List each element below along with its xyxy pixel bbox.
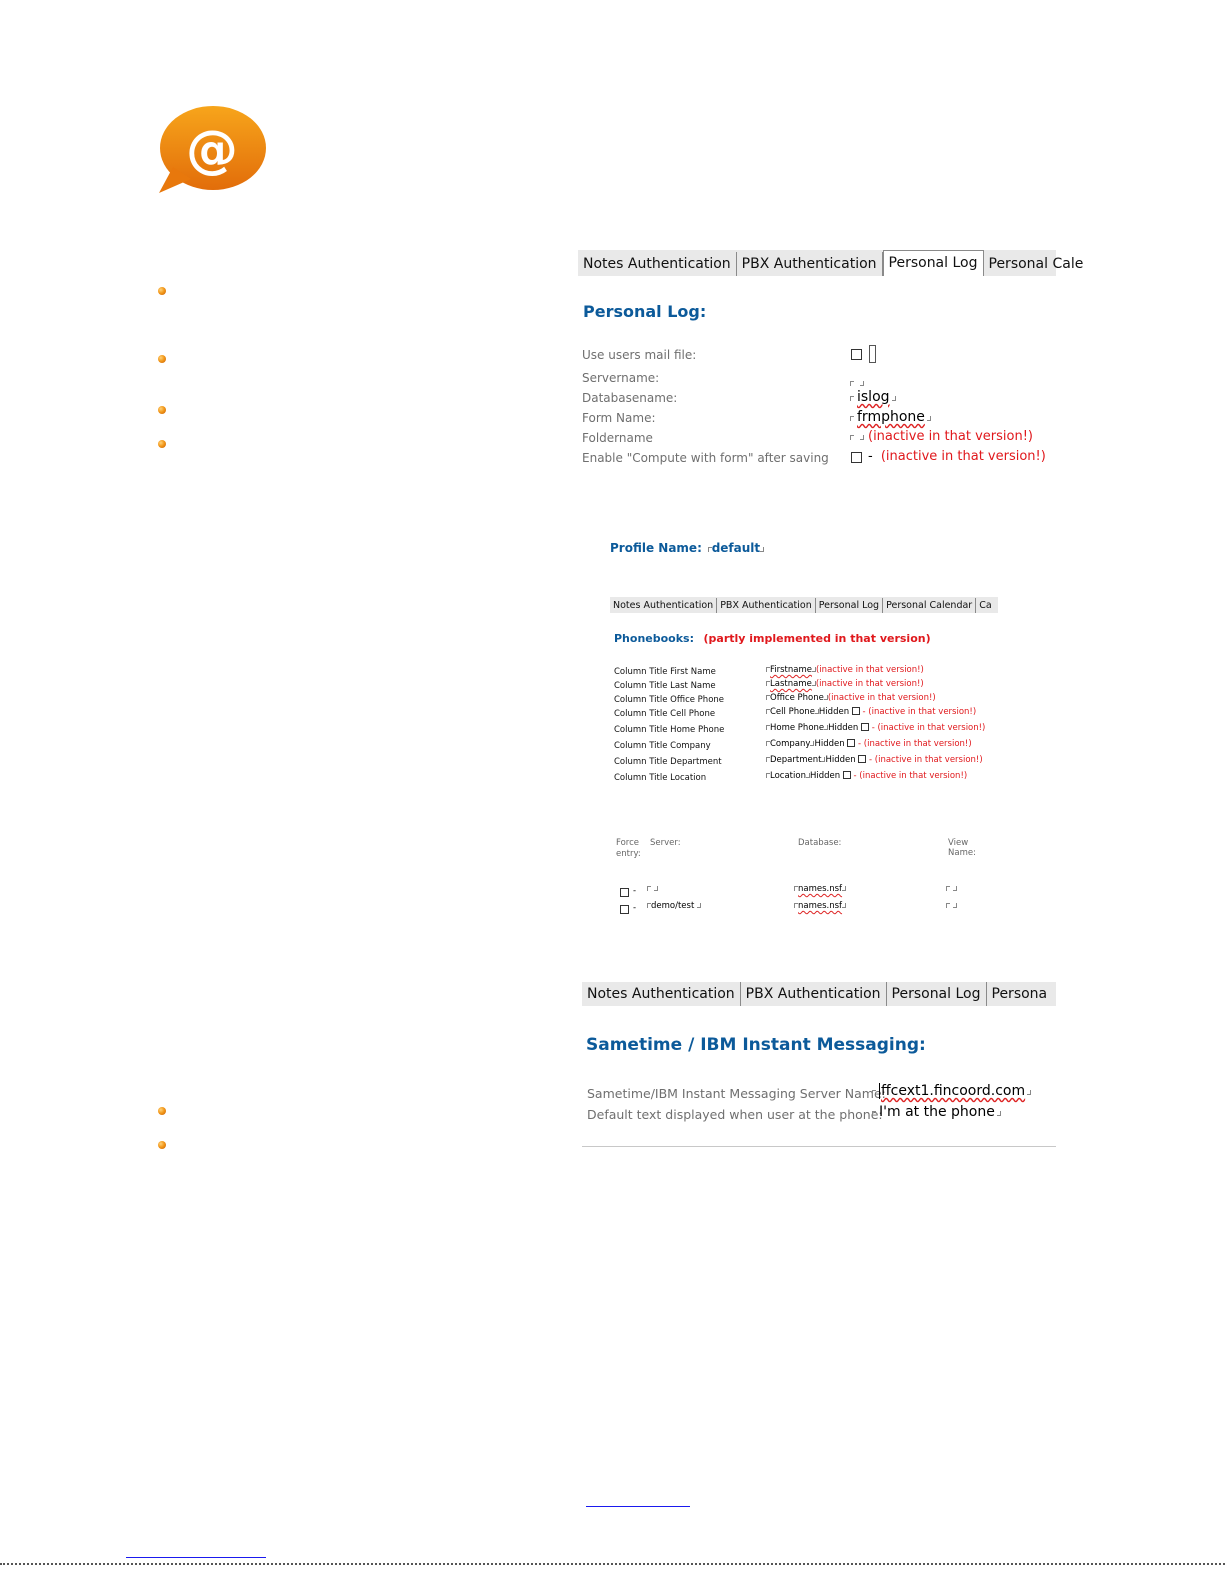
profile-value: default bbox=[711, 541, 761, 555]
section-heading: Phonebooks: bbox=[614, 632, 694, 645]
tab-strip bbox=[578, 250, 1084, 276]
tab-notes-authentication[interactable]: Notes Authentication bbox=[610, 598, 717, 613]
hidden-label: Hidden bbox=[825, 755, 856, 765]
inactive-note: - (inactive in that version!) bbox=[869, 755, 983, 765]
tab-personal-log[interactable]: Personal Log bbox=[887, 982, 987, 1006]
tab-personal-log[interactable]: Personal Log bbox=[883, 250, 984, 276]
column-title-label: Column Title Last Name bbox=[614, 681, 716, 691]
tab-pbx-authentication[interactable]: PBX Authentication bbox=[737, 252, 883, 276]
field-label: Databasename: bbox=[582, 391, 678, 405]
inactive-note: (inactive in that version!) bbox=[815, 679, 924, 689]
sametime-screenshot bbox=[582, 982, 1056, 1147]
foldername-field[interactable] bbox=[850, 429, 1033, 444]
field-label: Foldername bbox=[582, 431, 653, 445]
tab-notes-authentication[interactable]: Notes Authentication bbox=[582, 982, 741, 1006]
field-value: islog bbox=[857, 389, 890, 405]
tab-notes-authentication[interactable]: Notes Authentication bbox=[578, 252, 737, 276]
dash: - bbox=[633, 903, 637, 913]
field-label: Servername: bbox=[582, 371, 660, 385]
field-label: Default text displayed when user at the phone: bbox=[587, 1107, 883, 1122]
column-title-field[interactable] bbox=[766, 755, 983, 765]
database-header: Database: bbox=[798, 838, 842, 848]
section-heading: Sametime / IBM Instant Messaging: bbox=[586, 1035, 926, 1055]
field-value: I'm at the phone bbox=[879, 1104, 995, 1120]
field-marker bbox=[869, 345, 876, 363]
field-value: Company bbox=[770, 739, 811, 749]
field-value: names.nsf bbox=[798, 884, 843, 894]
profile-name bbox=[610, 541, 764, 555]
inactive-note: (inactive in that version!) bbox=[827, 693, 936, 703]
field-value: Firstname bbox=[770, 665, 812, 675]
server-field[interactable] bbox=[647, 884, 658, 894]
column-title-field[interactable] bbox=[766, 723, 985, 733]
phonebooks-screenshot bbox=[610, 597, 998, 919]
view-name-field[interactable] bbox=[946, 901, 957, 911]
field-value: Office Phone bbox=[770, 693, 824, 703]
server-header: Server: bbox=[650, 838, 681, 848]
field-value: names.nsf bbox=[798, 901, 843, 911]
tab-strip bbox=[610, 597, 998, 613]
column-title-label: Column Title Location bbox=[614, 773, 707, 783]
field-label: Sametime/IBM Instant Messaging Server Name: bbox=[587, 1086, 886, 1101]
view-name-field[interactable] bbox=[946, 884, 957, 894]
svg-text:@: @ bbox=[186, 120, 238, 180]
tab-ca[interactable]: Ca bbox=[979, 600, 992, 611]
database-field[interactable] bbox=[794, 884, 846, 894]
bullet-icon bbox=[158, 287, 166, 295]
footer-rule bbox=[0, 1563, 1225, 1565]
form-name-field[interactable] bbox=[850, 409, 931, 425]
field-value: ffcext1.fincoord.com bbox=[881, 1083, 1026, 1099]
inactive-note: - (inactive in that version!) bbox=[862, 707, 977, 717]
column-title-field[interactable] bbox=[766, 665, 924, 675]
at-sign-logo bbox=[155, 105, 267, 197]
field-value: Location bbox=[770, 771, 806, 781]
hidden-label: Hidden bbox=[818, 707, 850, 717]
databasename-field[interactable] bbox=[850, 389, 896, 405]
hidden-label: Hidden bbox=[809, 771, 841, 781]
phonebooks-heading bbox=[614, 632, 931, 645]
field-value: Lastname bbox=[770, 679, 812, 689]
bullet-icon bbox=[158, 1141, 166, 1149]
inactive-note: - (inactive in that version!) bbox=[853, 771, 968, 781]
tab-personal[interactable]: Persona bbox=[991, 986, 1048, 1002]
column-title-label: Column Title First Name bbox=[614, 667, 716, 677]
section-heading: Personal Log: bbox=[583, 302, 707, 321]
page-link[interactable] bbox=[586, 1506, 690, 1507]
hidden-checkbox[interactable] bbox=[858, 755, 866, 763]
tab-pbx-authentication[interactable]: PBX Authentication bbox=[717, 598, 816, 613]
hidden-label: Hidden bbox=[828, 723, 859, 733]
bullet-icon bbox=[158, 355, 166, 363]
inactive-note: (inactive in that version!) bbox=[880, 449, 1046, 464]
force-entry-checkbox[interactable] bbox=[620, 905, 629, 914]
inactive-note: (inactive in that version!) bbox=[816, 665, 924, 675]
bullet-icon bbox=[158, 1107, 166, 1115]
tab-personal-log[interactable]: Personal Log bbox=[816, 598, 883, 613]
force-entry-checkbox[interactable] bbox=[620, 888, 629, 897]
field-value: Home Phone bbox=[770, 723, 825, 733]
field-label: Form Name: bbox=[582, 411, 656, 425]
column-title-field[interactable] bbox=[766, 693, 936, 703]
compute-with-form-checkbox[interactable] bbox=[851, 452, 862, 463]
column-title-label: Column Title Department bbox=[614, 757, 722, 767]
inactive-note: - (inactive in that version!) bbox=[858, 739, 972, 749]
field-value: frmphone bbox=[857, 409, 925, 425]
phonebook-entry-row bbox=[610, 903, 998, 917]
inactive-note: (inactive in that version!) bbox=[868, 429, 1033, 444]
column-title-label: Column Title Cell Phone bbox=[614, 709, 716, 719]
field-label: Enable "Compute with form" after saving bbox=[582, 451, 829, 465]
hidden-checkbox[interactable] bbox=[843, 771, 851, 779]
heading-note: (partly implemented in that version) bbox=[703, 632, 931, 645]
hidden-checkbox[interactable] bbox=[852, 707, 860, 715]
tab-strip bbox=[582, 982, 1056, 1006]
tab-personal-calendar[interactable]: Personal Cale bbox=[988, 256, 1084, 272]
column-title-field[interactable] bbox=[766, 707, 976, 717]
profile-label: Profile Name: bbox=[610, 541, 702, 555]
servername-field[interactable] bbox=[850, 371, 864, 390]
phonebook-entry-row bbox=[610, 886, 998, 900]
column-title-label: Column Title Company bbox=[614, 741, 711, 751]
dash: - bbox=[868, 449, 873, 464]
tab-personal-calendar[interactable]: Personal Calendar bbox=[883, 598, 976, 613]
column-title-field[interactable] bbox=[766, 771, 967, 781]
force-entry-header: Force entry: bbox=[616, 838, 641, 859]
column-title-field[interactable] bbox=[766, 679, 924, 689]
field-value: Cell Phone bbox=[770, 707, 815, 717]
field-value: Department bbox=[770, 755, 822, 765]
hidden-checkbox[interactable] bbox=[861, 723, 869, 731]
dash: - bbox=[633, 886, 637, 896]
view-name-header: View Name: bbox=[948, 838, 976, 858]
hidden-label: Hidden bbox=[814, 739, 845, 749]
tab-pbx-authentication[interactable]: PBX Authentication bbox=[741, 982, 887, 1006]
bullet-icon bbox=[158, 406, 166, 414]
bullet-icon bbox=[158, 440, 166, 448]
footer-link[interactable] bbox=[126, 1557, 266, 1558]
column-title-label: Column Title Home Phone bbox=[614, 725, 725, 735]
use-mail-file-checkbox[interactable] bbox=[851, 349, 862, 360]
column-title-label: Column Title Office Phone bbox=[614, 695, 725, 705]
column-title-field[interactable] bbox=[766, 739, 972, 749]
personal-log-screenshot bbox=[578, 250, 1084, 478]
compute-note bbox=[868, 449, 1046, 464]
default-text-field[interactable] bbox=[872, 1104, 1001, 1120]
server-field[interactable] bbox=[647, 901, 701, 911]
hidden-checkbox[interactable] bbox=[847, 739, 855, 747]
inactive-note: - (inactive in that version!) bbox=[871, 723, 986, 733]
field-label: Use users mail file: bbox=[582, 348, 697, 362]
database-field[interactable] bbox=[794, 901, 846, 911]
field-value: demo/test bbox=[651, 901, 695, 911]
sametime-server-field[interactable] bbox=[872, 1083, 1031, 1099]
